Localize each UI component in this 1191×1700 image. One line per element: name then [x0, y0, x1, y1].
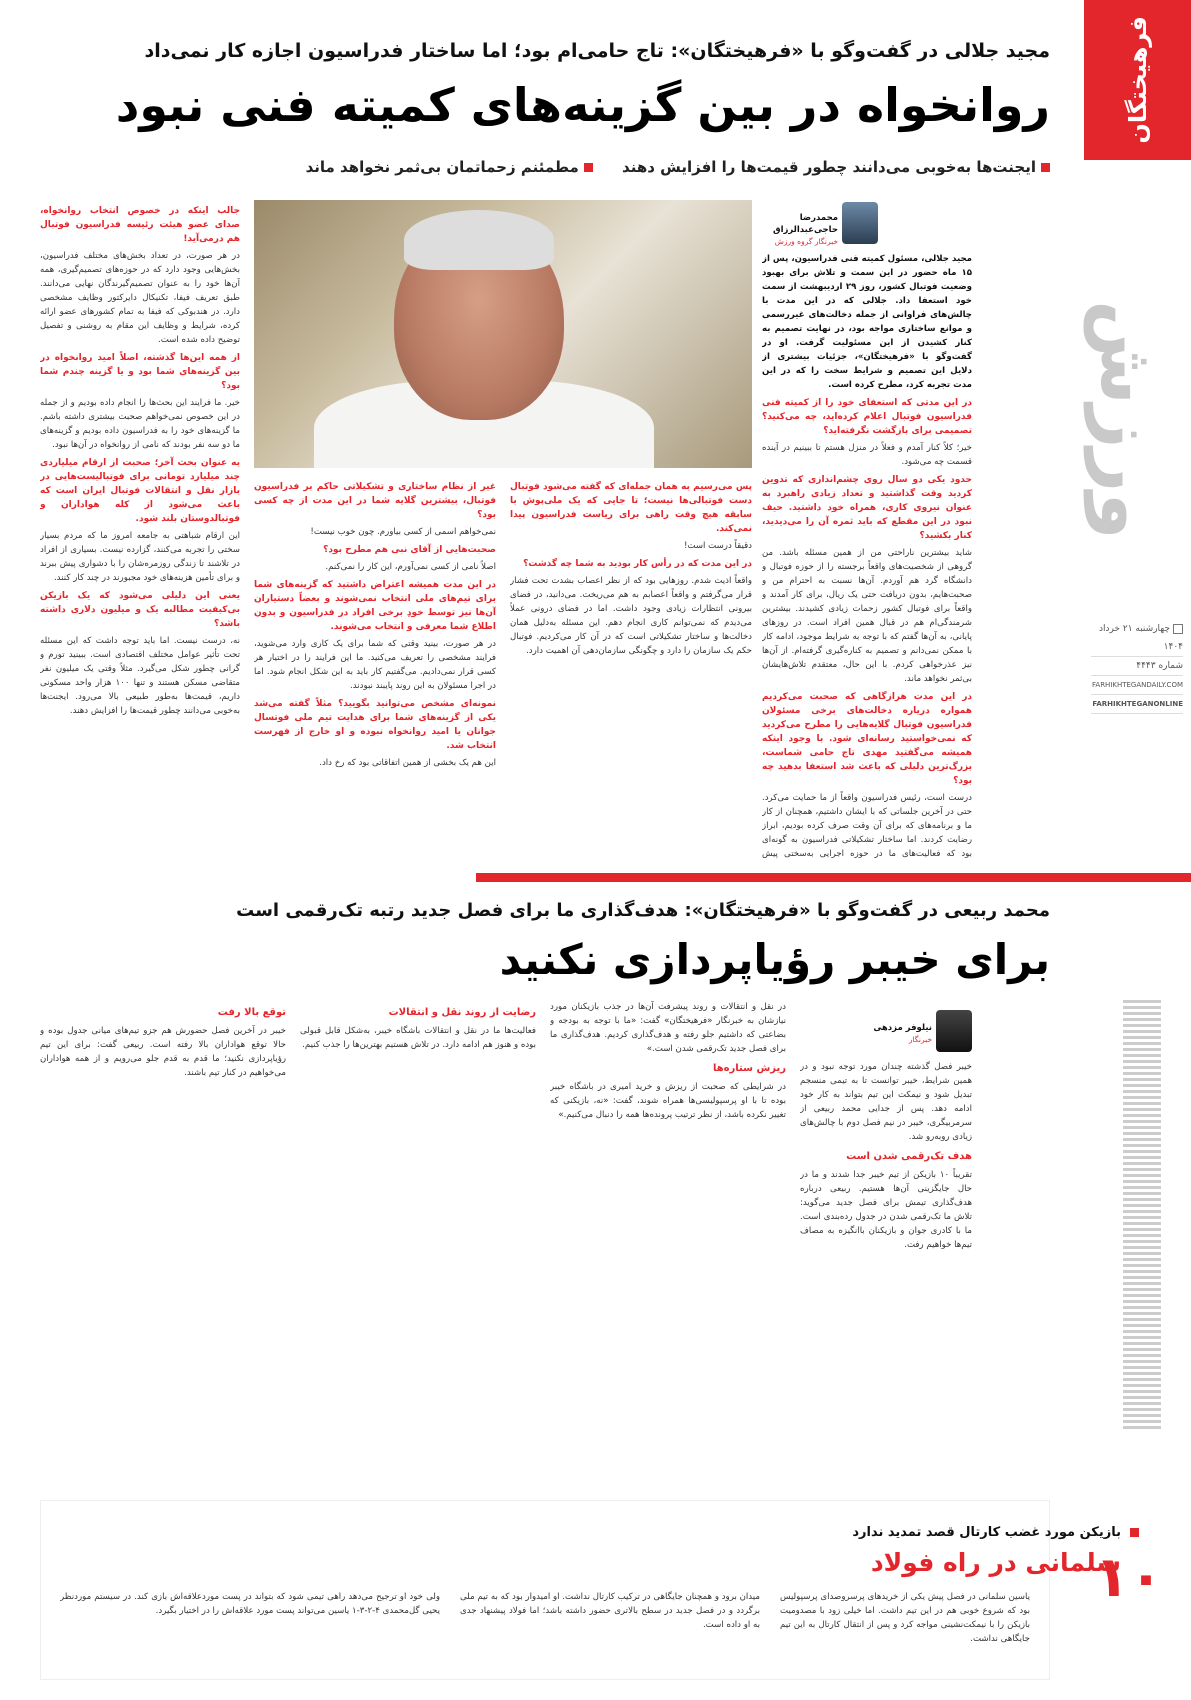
- social-handle[interactable]: FARHIKHTEGANONLINE: [1091, 695, 1183, 714]
- page-number: ۱۰: [1094, 1545, 1163, 1610]
- website-link[interactable]: FARHIKHTEGANDAILY.COM: [1091, 676, 1183, 695]
- issue-info: [1091, 620, 1183, 714]
- story1-column-4: جالب اینکه در خصوص انتخاب روانخواه، صدای عضو هیئت رئیسه فدراسیون فوتبال هم درمی‌آید! در هر صورت، در تعداد بخش‌های مختلف فدراسیون، بخش‌هایی وجود دارد که در حوزه‌های تصمیم‌گیری، همه آن‌ها خود را به عنوان تصمیم‌گیرندگان نهایی می‌دانند. طبق تعریف فیفا، تکنیکال دایرکتور وظایف مشخصی دارد. در هندبوکی که فیفا به تمام کشورهای عضو ارائه کرده، شرایط و وظایف این مقام به روشنی و تفصیل توضیح داده شده است. از همه این‌ها گذشته، اصلاً امید روانخواه در بین گزینه‌های شما بود و یا گزینه چندم شما بود؟ خیر. ما فرایند این بحث‌ها را انجام داده بودیم و از جمله در این خصوص نمی‌خواهم صحبت بیشتری داشته باشم. ما گزینه‌های خود را به فدراسیون داده بودیم و گزینه‌های ما دو سه نفر بودند که نامی از روانخواه در آن‌ها نبود. به عنوان بحث آخر؛ صحبت از ارقام میلیاردی چند میلیارد تومانی برای فوتبالیست‌هایی در بازار نقل و انتقالات فوتبال ایران است که باعث می‌شود از کله هواداران و فوتبالدوستان بلند شود. این ارقام شباهتی به جامعه امروز ما که مردم بسیار سختی را تجربه می‌کنند، گزارده نیست. بسیاری از افراد در تلاشند تا زندگی روزمره‌شان را با دشواری پیش ببرند و برای تأمین هزینه‌های خود مجبورند در چند کار کنند. یعنی این دلیلی می‌شود که یک بازیکن بی‌کیفیت مطالبه یک و میلیون دلاری داشته باشد؟ نه، درست نیست. اما باید توجه داشت که این مسئله تحت تأثیر عوامل مختلف اقتصادی است. ببینید تورم و گرانی چطور شکل می‌گیرد. مثلاً وقتی یک میلیون نفر متقاضی مسکن هستند و تنها ۱۰۰ هزار واحد مسکونی داریم، قیمت‌ها به‌طور طبیعی بالا می‌رود. ایجنت‌ها به‌خوبی می‌دانند چطور قیمت‌ها را افزایش دهند.: [40, 206, 240, 716]
- square-bullet-icon: [584, 163, 593, 172]
- story2-column-1: خیبر فصل گذشته چندان مورد توجه نبود و در همین شرایط، خیبر توانست تا به تیمی منسجم تبدیل شود و نیمکت این تیم بتواند به کار خود ادامه دهد. پس از جدایی محمد ربیعی از سرمربیگری، خیبر در نیم فصل دوم با چالش‌های زیادی روبه‌رو شد. هدف تک‌رقمی شدن است تقریباً ۱۰ بازیکن از تیم خیبر جدا شدند و ما در حال جایگزینی آن‌ها هستیم. ربیعی درباره هدف‌گذاری تیمش برای فصل جدید می‌گوید: تلاش ما تک‌رقمی شدن در جدول رده‌بندی است. ما با کادری جوان و بازیکنان باانگیزه به مصاف تیم‌ها خواهیم رفت.: [800, 1062, 972, 1250]
- story1-column-1: مجید جلالی، مسئول کمیته فنی فدراسیون، پس از ۱۵ ماه حضور در این سمت و تلاش برای بهبود وضعیت فوتبال کشور، روز ۲۹ اردیبهشت از سمت خود استعفا داد. جلالی که در این مدت با چالش‌های فراوانی از جمله دخالت‌های غیررسمی و موانع ساختاری مواجه بود، در نهایت تصمیم به کنار کشیدن از این مسئولیت گرفت. او در گفت‌وگو با «فرهیختگان»، جزئیات بیشتری از دلایل این تصمیم و شرایط سخت را که در این مدت تجربه کرد، مطرح کرده است. در این مدتی که استعفای خود را از کمیته فنی فدراسیون فوتبال اعلام کرده‌اید، چه می‌کنید؟ تصمیمی برای بازگشت نگرفته‌اید؟ خیر؛ کلاً کنار آمدم و فعلاً در منزل هستم تا ببینیم در آینده قسمت چه می‌شود. حدود یکی دو سال روی چشم‌اندازی که تدوین کردید وقت گذاشتید و تعداد زیادی راهبرد به عنوان نیروی کاری، همراه خود داشتید. حیف نبود در این مقطع که باید ثمره آن را می‌دیدید، کنار بکشید؟ شاید بیشترین ناراحتی من از همین مسئله باشد. من گروهی از شخصیت‌های واقعاً برجسته را از حوزه فوتبال و دانشگاه گرد هم آوردم. آن‌ها نسبت به احترام من و صحبت‌هایم، بدون دریافت حتی یک ریال، برای کار آمدند و واقعاً برای فوتبال کشور زحمات زیادی کشیدند. بیشترین شرمندگی‌ام هم در قبال همین افراد است. در روزهای پایانی، به آن‌ها گفتم که با توجه به شرایط موجود، ادامه کار با ممکن نمی‌دانم و تصمیم به کناره‌گیری گرفته‌ام. از آن‌ها نیز عذرخواهی کردم. با این حال، معتقدم تلاش‌هایشان بی‌ثمر نخواهد ماند. در این مدت هرازگاهی که صحبت می‌کردیم همواره دریاره دخالت‌های برخی مسئولان فدراسیون فوتبال گلایه‌هایی را مطرح می‌کردید که نمی‌خواستید رسانه‌ای شود. با وجود اینکه همیشه می‌گفتید مهدی تاج حامی شماست، بزرگ‌ترین دلیلی که باعث شد استعفا بدهید چه بود؟ درست است، رئیس فدراسیون واقعاً از ما حمایت می‌کرد. حتی در آخرین جلساتی که با ایشان داشتیم، همچنان از کار ما و برنامه‌های که برای آن وقت صرف کرده بودیم، ابراز رضایت کردند. اما ساختار تشکیلاتی فدراسیون به گونه‌ای بود که فعالیت‌های ما در حوزه اجرایی به‌سختی پیش: [762, 254, 972, 859]
- teaser-column-3: ولی خود او ترجیح می‌دهد راهی تیمی شود که بتواند در پست موردعلاقه‌اش بازی کند. در سیستم موردنظر یحیی گل‌محمدی ۴-۲-۳-۱ یاسین می‌تواند پست مورد علاقه‌اش را در اختیار بگیرد.: [60, 1592, 440, 1616]
- author-avatar: [936, 1010, 972, 1052]
- story2-headline[interactable]: برای خیبر رؤیاپردازی نکنید: [499, 935, 1050, 984]
- story2-column-2: در نقل و انتقالات و روند پیشرفت آن‌ها در جذب بازیکنان مورد نیازشان به خبرنگار «فرهیختگان» گفت: «ما با توجه به بودجه و بضاعتی که داشتیم جلو رفته و هدف‌گذاری کردیم. هدف‌گذاری ما برای فصل جدید تک‌رقمی شدن است.» ریزش ستاره‌ها در شرایطی که صحبت از ریزش و خرید امیری در باشگاه خیبر بوده تا با او پرسپولیسی‌ها همراه شوند، گفت: «نه، بازیکنی که تغییر نکرده باشد، از نظر ترتیب پرونده‌ها همه را دنبال می‌کنیم.»: [550, 1002, 786, 1120]
- photo-hair: [404, 210, 554, 270]
- author-avatar: [842, 202, 878, 244]
- teaser-column-1: یاسین سلمانی در فصل پیش یکی از خریدهای پرسروصدای پرسپولیس بود که شروع خوبی هم در این تیم داشت. اما خیلی زود با مصدومیت بازیکن را با نیمکت‌نشینی مواجه کرد و پس از انتقال کارتال به این تیم جایگاهی نداشت.: [780, 1592, 1030, 1644]
- square-bullet-icon: [1130, 1528, 1139, 1537]
- square-bullet-icon: [1041, 163, 1050, 172]
- story2-column-3: رضایت از روند نقل و انتقالات فعالیت‌ها ما در نقل و انتقالات باشگاه خیبر، به‌شکل قابل قبولی بوده و هنوز هم ادامه دارد. در تلاش هستیم بهترین‌ها را جذب کنیم.: [300, 1007, 536, 1050]
- story1-column-3: غیر از نظام ساختاری و تشکیلاتی حاکم بر فدراسیون فوتبال، بیشترین گلایه شما در این مدت از چه کسی بود؟ نمی‌خواهم اسمی از کسی بیاورم. چون خوب نیست! صحبت‌هایی از آقای نبی هم مطرح بود؟ اصلاً نامی از کسی نمی‌آورم، این کار را نمی‌کنم. در این مدت همیشه اعتراض داشتید که گزینه‌های شما برای تیم‌های ملی انتخاب نمی‌شوند و بعضاً دستیاران آن‌ها نیز توسط خودِ برخی افراد در فدراسیون و بدون اطلاع شما معرفی و انتخاب می‌شوند. در هر صورت، بینید وقتی که شما برای یک کاری وارد می‌شوید، فرایند مشخصی را تعریف می‌کنید. ما این فرایند را در اختیار هر کسی قرار نمی‌دادیم. می‌گفتیم کار باید به این شکل انجام شود. اما در اجرا مسئولان به این روند پایبند نبودند. نمونه‌ای مشخص می‌توانید بگویید؟ مثلاً گفته می‌شد یکی از گزینه‌های شما برای هدایت تیم ملی فوتسال جوانان یا امید روانخواه نبوده و او خارج از فهرست انتخاب شد. این هم یک بخشی از همین اتفاقاتی بود که رخ داد.: [254, 482, 496, 768]
- story1-author: محمدرضا حاجی‌عبدالرزاق خبرنگار گروه ورزش: [762, 202, 878, 244]
- calendar-icon: [1173, 624, 1183, 634]
- interview-photo: [254, 200, 752, 468]
- newspaper-logo[interactable]: فرهیختگان: [1084, 0, 1191, 160]
- issue-date: چهارشنبه ۲۱ خرداد ۱۴۰۴: [1091, 620, 1183, 657]
- issue-number: شماره ۴۴۴۳: [1091, 657, 1183, 676]
- section-divider: [476, 873, 1191, 882]
- story2-column-4: توقع بالا رفت خیبر در آخرین فصل حضورش هم جزو تیم‌های میانی جدول بوده و حالا توقع هواداران بالا رفته است. ربیعی گفت: برای این تیم رؤیاپردازی نکنید؛ ما قدم به قدم جلو می‌رویم و از همه هواداران می‌خواهیم در کنار تیم باشند.: [40, 1007, 286, 1078]
- decorative-stripes: [1123, 1000, 1161, 1430]
- teaser-kicker: بازیکن مورد غضب کارتال قصد تمدید ندارد: [852, 1525, 1121, 1540]
- story2-author: نیلوفر مزدهی خبرنگار: [862, 1010, 972, 1052]
- section-title: ورزش: [1084, 300, 1173, 540]
- teaser-headline[interactable]: سلمانی در راه فولاد: [870, 1548, 1121, 1577]
- teaser-column-2: میدان برود و همچنان جایگاهی در ترکیب کارتال نداشت. او امیدوار بود که به تیم ملی برگردد و در فصل جدید در سطح بالاتری حضور داشته باشد؛ اما فولاد پیشنهاد جدی به او داده است.: [460, 1592, 760, 1630]
- story1-subheads: ایجنت‌ها به‌خوبی می‌دانند چطور قیمت‌ها را افزایش دهند مطمئنم زحماتمان بی‌ثمر نخواهد ماند: [40, 158, 1050, 176]
- story1-headline[interactable]: روانخواه در بین گزینه‌های کمیته فنی نبود: [115, 78, 1050, 132]
- story1-column-2: پس می‌رسیم به همان جمله‌ای که گفته می‌شود فوتبال دست فوتبالی‌ها نیست؛ تا جایی که یک ملی‌پوش با سابقه هیچ وقت راهی برای ریاست فدراسیون پیدا نمی‌کند. دقیقاً درست است! در این مدت که در رأس کار بودید به شما چه گذشت؟ واقعاً اذیت شدم. روزهایی بود که از نظر اعصاب بشدت تحت فشار قرار می‌گرفتم و واقعاً اعصابم به هم می‌ریخت. می‌دانید، در فضای بیرونی انتظارات زیادی وجود داشت. اما در فضای درونی عملاً می‌دیدم که نمی‌توانم کاری انجام دهم. این مسئله به‌دلیل همان دخالت‌ها و ساختار تشکیلاتی است که در آن کار می‌کردیم. فوتبال حکم یک سازمان را دارد و چگونگی سازمان‌دهی آن اهمیت دارد.: [510, 482, 752, 656]
- sidebar: [1084, 0, 1191, 1700]
- story2-kicker: محمد ربیعی در گفت‌وگو با «فرهیختگان»: هدف‌گذاری ما برای فصل جدید رتبه تک‌رقمی است: [236, 900, 1050, 921]
- story1-kicker: مجید جلالی در گفت‌وگو با «فرهیختگان»: تاج حامی‌ام بود؛ اما ساختار فدراسیون اجازه کار نمی‌داد: [144, 40, 1050, 62]
